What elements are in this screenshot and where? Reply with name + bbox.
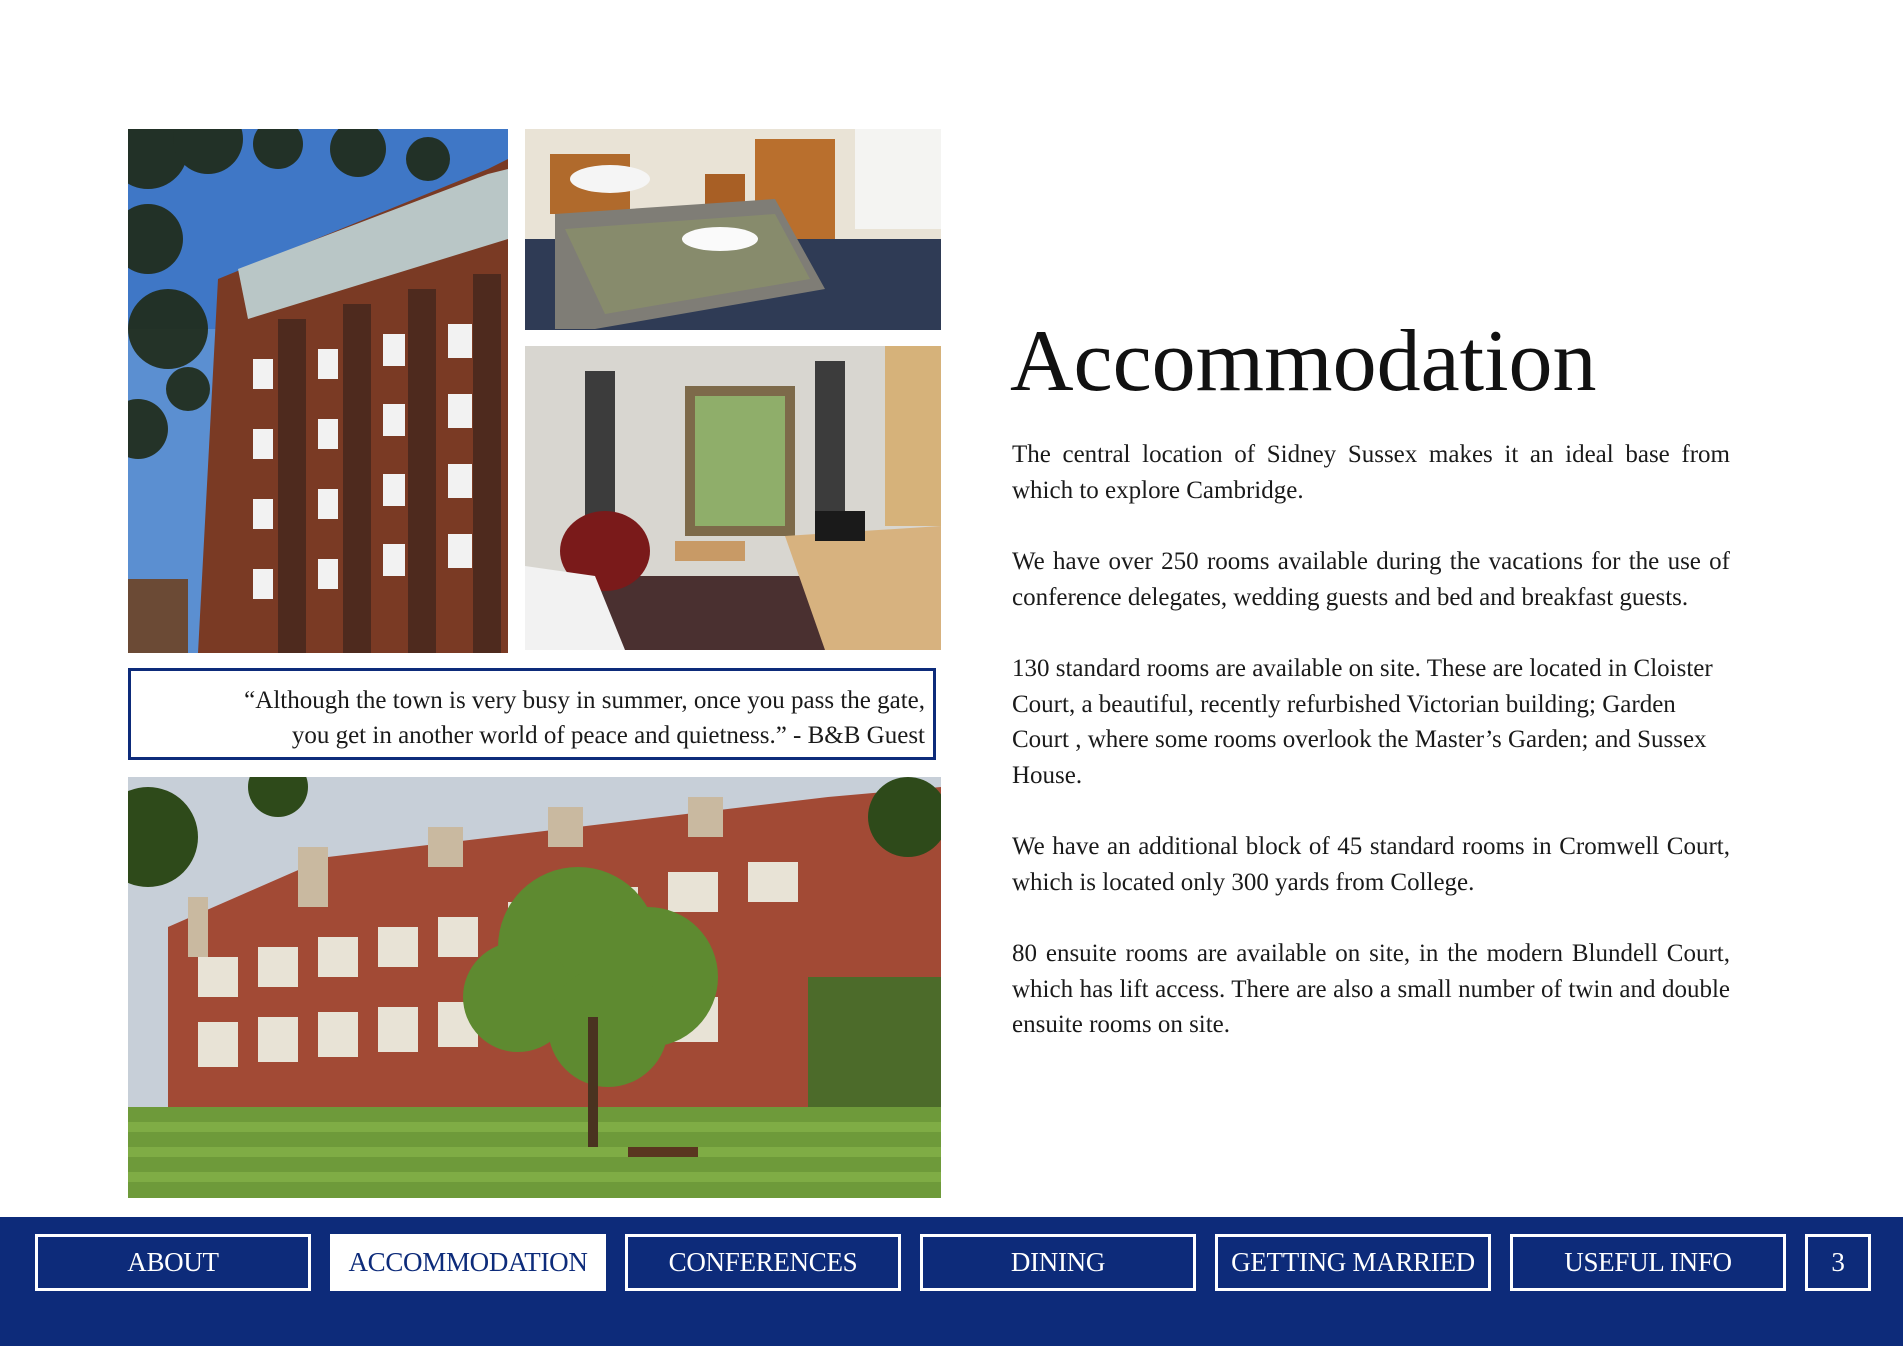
- body-text: [1012, 437, 1730, 1079]
- paragraph-standard-rooms: 130 standard rooms are available on site. These are located in Cloister Court, a beautiful, recently refurbished Victorian building; Garden Court , where some rooms overlook the Master’s Garden; and Sussex House.: [1012, 655, 1713, 789]
- photo-bedroom-study: [525, 346, 941, 650]
- guest-quote-line-2: you get in another world of peace and quietness.” - B&B Guest: [291, 722, 925, 749]
- photo-college-building: [128, 777, 941, 1198]
- page-number: 3: [1805, 1234, 1871, 1291]
- paragraph-cromwell-court: We have an additional block of 45 standard rooms in Cromwell Court, which is located only 300 yards from College.: [1012, 833, 1730, 896]
- paragraph-ensuite-rooms: 80 ensuite rooms are available on site, in the modern Blundell Court, which has lift access. There are also a small number of twin and double ensuite rooms on site.: [1012, 940, 1730, 1038]
- page-title: Accommodation: [1010, 313, 1597, 410]
- nav-conferences[interactable]: CONFERENCES: [625, 1234, 901, 1291]
- nav-dining[interactable]: DINING: [920, 1234, 1196, 1291]
- nav-useful-info[interactable]: USEFUL INFO: [1510, 1234, 1786, 1291]
- photo-bedroom-double: [525, 129, 941, 330]
- paragraph-rooms-overview: We have over 250 rooms available during the vacations for the use of conference delegates, wedding guests and bed and breakfast guests.: [1012, 548, 1730, 611]
- nav-accommodation[interactable]: ACCOMMODATION: [330, 1234, 606, 1291]
- nav-about[interactable]: ABOUT: [35, 1234, 311, 1291]
- guest-quote-box: [128, 668, 936, 760]
- photo-tower-building: [128, 129, 508, 653]
- paragraph-location: The central location of Sidney Sussex makes it an ideal base from which to explore Cambridge.: [1012, 441, 1730, 504]
- guest-quote-line-1: “Although the town is very busy in summer, once you pass the gate,: [244, 687, 925, 714]
- bottom-nav-bar: [0, 1217, 1903, 1346]
- nav-getting-married[interactable]: GETTING MARRIED: [1215, 1234, 1491, 1291]
